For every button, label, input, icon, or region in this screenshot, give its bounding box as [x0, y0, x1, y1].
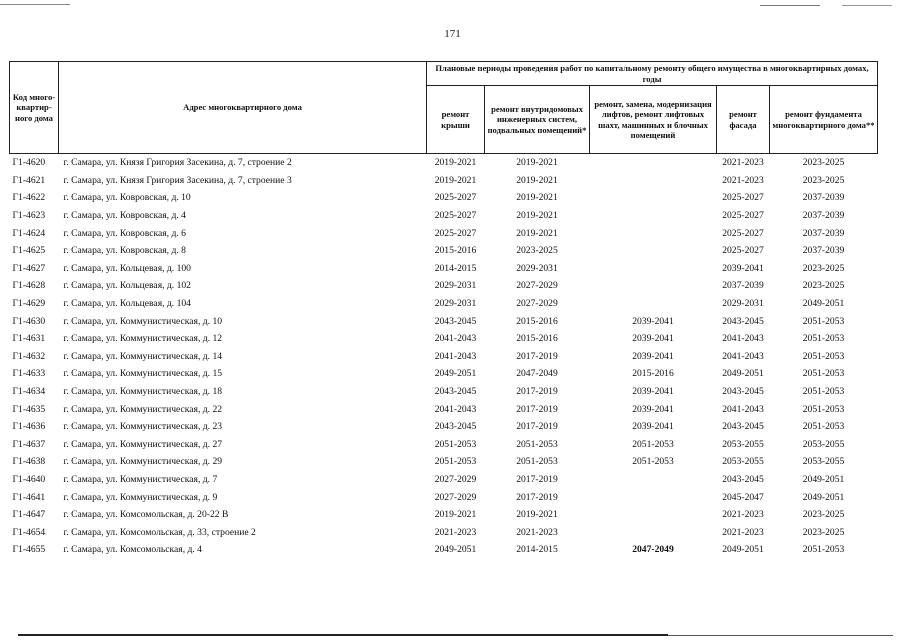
table-row [10, 330, 878, 348]
table-row [10, 348, 878, 366]
cell-roof: 2029-2031 [434, 280, 477, 292]
cell-roof: 2051-2053 [434, 456, 477, 468]
cell-lifts: 2039-2041 [632, 350, 674, 362]
cell-code: Г1-4636 [12, 421, 46, 433]
cell-facade: 2025-2027 [722, 227, 764, 239]
cell-address: г. Самара, ул. Коммунистическая, д. 29 [63, 456, 223, 468]
cell-roof: 2043-2045 [434, 386, 477, 398]
cell-roof: 2015-2016 [434, 245, 477, 257]
cell-facade: 2025-2027 [722, 192, 764, 204]
cell-foundation: 2023-2025 [770, 154, 878, 172]
cell-address: г. Самара, ул. Комсомольская, д. 20-22 В [63, 509, 229, 521]
cell-code: Г1-4654 [12, 526, 46, 538]
cell-foundation: 2051-2053 [802, 333, 845, 345]
cell-facade: 2025-2027 [722, 245, 764, 257]
cell-code: Г1-4624 [12, 227, 46, 239]
cell-facade: 2043-2045 [722, 421, 764, 433]
cell-facade: 2049-2051 [722, 544, 764, 556]
capital-repair-table [9, 61, 878, 559]
cell-address: г. Самара, ул. Коммунистическая, д. 15 [63, 368, 223, 380]
cell-address: г. Самара, ул. Кольцевая, д. 104 [63, 298, 191, 310]
cell-address: г. Самара, ул. Комсомольская, д. 33, строение 2 [63, 526, 256, 538]
cell-code: Г1-4623 [12, 210, 46, 222]
cell-systems: 2023-2025 [516, 245, 558, 257]
cell-systems: 2019-2021 [516, 192, 558, 204]
cell-roof: 2041-2043 [434, 333, 477, 345]
cell-address: г. Самара, ул. Князя Григория Засекина, д. 7, строение 2 [59, 154, 427, 172]
cell-foundation: 2049-2051 [802, 473, 845, 485]
table-row [10, 506, 878, 524]
cell-address: г. Самара, ул. Коммунистическая, д. 12 [63, 333, 223, 345]
cell-roof: 2029-2031 [434, 298, 477, 310]
cell-facade: 2043-2045 [722, 315, 764, 327]
table-row [10, 383, 878, 401]
cell-roof: 2041-2043 [434, 403, 477, 415]
cell-foundation: 2051-2053 [802, 350, 845, 362]
cell-code: Г1-4655 [12, 544, 46, 556]
cell-lifts [590, 224, 717, 242]
cell-code: Г1-4637 [12, 438, 46, 450]
cell-foundation: 2023-2025 [802, 526, 845, 538]
cell-foundation: 2053-2055 [802, 456, 845, 468]
cell-address: г. Самара, ул. Князя Григория Засекина, д. 7, строение 3 [63, 174, 292, 186]
cell-lifts: 2039-2041 [632, 333, 674, 345]
header-lifts: ремонт, замена, модернизация лифтов, ремонт лифтовых шахт, машинных и блочных помещений [590, 86, 717, 154]
cell-address: г. Самара, ул. Комсомольская, д. 4 [63, 544, 202, 556]
cell-lifts: 2051-2053 [632, 438, 674, 450]
cell-facade: 2043-2045 [722, 386, 764, 398]
cell-foundation: 2037-2039 [802, 227, 845, 239]
table-row [10, 277, 878, 295]
cell-lifts [590, 471, 717, 489]
cell-systems: 2019-2021 [516, 227, 558, 239]
scan-artifact-top [0, 4, 905, 7]
cell-lifts: 2039-2041 [632, 315, 674, 327]
cell-facade: 2043-2045 [722, 473, 764, 485]
cell-systems: 2017-2019 [516, 350, 558, 362]
cell-lifts [590, 295, 717, 313]
cell-code: Г1-4621 [12, 174, 46, 186]
cell-foundation: 2049-2051 [802, 491, 845, 503]
cell-systems: 2051-2053 [516, 456, 558, 468]
cell-roof: 2043-2045 [434, 315, 477, 327]
cell-code: Г1-4641 [12, 491, 46, 503]
cell-foundation: 2023-2025 [802, 509, 845, 521]
cell-systems: 2019-2021 [516, 174, 558, 186]
table-row [10, 189, 878, 207]
table-row [10, 541, 878, 559]
cell-systems: 2027-2029 [516, 298, 558, 310]
cell-address: г. Самара, ул. Коммунистическая, д. 22 [63, 403, 223, 415]
cell-address: г. Самара, ул. Коммунистическая, д. 23 [63, 421, 223, 433]
cell-facade: 2041-2043 [722, 403, 764, 415]
cell-foundation: 2051-2053 [802, 403, 845, 415]
cell-facade: 2041-2043 [722, 350, 764, 362]
cell-lifts [590, 189, 717, 207]
cell-address: г. Самара, ул. Коммунистическая, д. 14 [63, 350, 223, 362]
cell-foundation: 2037-2039 [802, 192, 845, 204]
cell-lifts [590, 277, 717, 295]
cell-lifts [590, 523, 717, 541]
cell-roof: 2021-2023 [434, 526, 477, 538]
cell-foundation: 2051-2053 [802, 315, 845, 327]
cell-code: Г1-4622 [12, 192, 46, 204]
cell-address: г. Самара, ул. Кольцевая, д. 102 [63, 280, 191, 292]
cell-lifts: 2051-2053 [632, 456, 674, 468]
cell-lifts [590, 154, 717, 172]
cell-systems: 2051-2053 [516, 438, 558, 450]
table-row [10, 471, 878, 489]
page-number: 171 [444, 28, 461, 40]
cell-lifts [590, 207, 717, 225]
cell-roof: 2019-2021 [434, 509, 477, 521]
cell-address: г. Самара, ул. Кольцевая, д. 100 [63, 262, 191, 274]
cell-lifts: 2015-2016 [632, 368, 674, 380]
cell-facade: 2025-2027 [722, 210, 764, 222]
table-row [10, 172, 878, 190]
cell-lifts: 2039-2041 [632, 403, 674, 415]
cell-lifts [590, 242, 717, 260]
cell-facade: 2039-2041 [722, 262, 764, 274]
table-row [10, 365, 878, 383]
cell-foundation: 2023-2025 [802, 280, 845, 292]
table-row [10, 453, 878, 471]
cell-lifts [590, 506, 717, 524]
cell-lifts [590, 488, 717, 506]
table-row [10, 312, 878, 330]
cell-address: г. Самара, ул. Коммунистическая, д. 10 [63, 315, 223, 327]
cell-roof: 2014-2015 [434, 262, 477, 274]
cell-foundation: 2037-2039 [802, 210, 845, 222]
cell-code: Г1-4635 [12, 403, 46, 415]
cell-lifts: 2039-2041 [632, 421, 674, 433]
cell-systems: 2017-2019 [516, 473, 558, 485]
cell-address: г. Самара, ул. Коммунистическая, д. 7 [63, 473, 218, 485]
table-row [10, 400, 878, 418]
cell-facade: 2053-2055 [722, 438, 764, 450]
cell-code: Г1-4625 [12, 245, 46, 257]
cell-code: Г1-4632 [12, 350, 46, 362]
cell-systems: 2015-2016 [516, 333, 558, 345]
cell-roof: 2025-2027 [434, 210, 477, 222]
cell-foundation: 2051-2053 [802, 421, 845, 433]
cell-foundation: 2023-2025 [802, 174, 845, 186]
cell-code: Г1-4640 [12, 473, 46, 485]
header-roof: ремонт крыши [427, 86, 485, 154]
cell-roof: 2019-2021 [427, 154, 485, 172]
table-row [10, 295, 878, 313]
header-facade: ремонт фасада [717, 86, 770, 154]
cell-roof: 2027-2029 [434, 473, 477, 485]
cell-foundation: 2023-2025 [802, 262, 845, 274]
cell-systems: 2017-2019 [516, 386, 558, 398]
cell-roof: 2051-2053 [434, 438, 477, 450]
cell-foundation: 2051-2053 [802, 386, 845, 398]
cell-roof: 2025-2027 [434, 192, 477, 204]
cell-roof: 2025-2027 [434, 227, 477, 239]
cell-address: г. Самара, ул. Ковровская, д. 6 [63, 227, 186, 239]
cell-lifts: 2039-2041 [632, 386, 674, 398]
cell-facade: 2045-2047 [722, 491, 764, 503]
cell-facade: 2021-2023 [722, 526, 764, 538]
cell-address: г. Самара, ул. Коммунистическая, д. 18 [63, 386, 223, 398]
cell-code: Г1-4629 [12, 298, 46, 310]
cell-address: г. Самара, ул. Ковровская, д. 4 [63, 210, 186, 222]
cell-foundation: 2053-2055 [802, 438, 845, 450]
table-row [10, 523, 878, 541]
cell-systems: 2047-2049 [516, 368, 558, 380]
cell-foundation: 2051-2053 [802, 544, 845, 556]
cell-facade: 2021-2023 [717, 154, 770, 172]
cell-roof: 2019-2021 [434, 174, 477, 186]
cell-systems: 2017-2019 [516, 421, 558, 433]
table-row [10, 436, 878, 454]
header-periods-group: Плановые периоды проведения работ по капитальному ремонту общего имущества в многоквартирных домах, годы [427, 62, 878, 86]
cell-code: Г1-4634 [12, 386, 46, 398]
cell-systems: 2014-2015 [516, 544, 558, 556]
cell-roof: 2041-2043 [434, 350, 477, 362]
cell-lifts [590, 260, 717, 278]
cell-facade: 2029-2031 [722, 298, 764, 310]
cell-code: Г1-4627 [12, 262, 46, 274]
cell-lifts: 2047-2049 [632, 544, 674, 556]
cell-facade: 2021-2023 [722, 509, 764, 521]
cell-facade: 2041-2043 [722, 333, 764, 345]
cell-code: Г1-4628 [12, 280, 46, 292]
table-row [10, 418, 878, 436]
cell-foundation: 2037-2039 [802, 245, 845, 257]
cell-facade: 2049-2051 [722, 368, 764, 380]
cell-systems: 2021-2023 [516, 526, 558, 538]
cell-facade: 2053-2055 [722, 456, 764, 468]
cell-facade: 2037-2039 [722, 280, 764, 292]
cell-address: г. Самара, ул. Коммунистическая, д. 27 [63, 438, 223, 450]
table-row [10, 260, 878, 278]
table-body [10, 154, 878, 559]
header-foundation: ремонт фундамента многоквартирного дома** [770, 86, 878, 154]
table-row [10, 488, 878, 506]
table-row [10, 224, 878, 242]
cell-facade: 2021-2023 [722, 174, 764, 186]
cell-roof: 2049-2051 [434, 368, 477, 380]
cell-systems: 2017-2019 [516, 491, 558, 503]
cell-code: Г1-4631 [12, 333, 46, 345]
cell-code: Г1-4630 [12, 315, 46, 327]
cell-systems: 2019-2021 [516, 210, 558, 222]
table-row [10, 242, 878, 260]
cell-roof: 2027-2029 [434, 491, 477, 503]
cell-code: Г1-4638 [12, 456, 46, 468]
header-systems: ремонт внутридомовых инженерных систем, подвальных помещений* [485, 86, 590, 154]
cell-systems: 2019-2021 [516, 509, 558, 521]
cell-systems: 2029-2031 [516, 262, 558, 274]
table-row [10, 154, 878, 172]
cell-code: Г1-4620 [10, 154, 59, 172]
header-code: Код много-квартир-ного дома [10, 62, 59, 154]
cell-systems: 2019-2021 [485, 154, 590, 172]
cell-foundation: 2049-2051 [802, 298, 845, 310]
cell-address: г. Самара, ул. Ковровская, д. 10 [63, 192, 191, 204]
cell-roof: 2043-2045 [434, 421, 477, 433]
table-row [10, 207, 878, 225]
cell-systems: 2017-2019 [516, 403, 558, 415]
cell-address: г. Самара, ул. Коммунистическая, д. 9 [63, 491, 218, 503]
cell-systems: 2027-2029 [516, 280, 558, 292]
header-address: Адрес многоквартирного дома [59, 62, 427, 154]
cell-address: г. Самара, ул. Ковровская, д. 8 [63, 245, 186, 257]
scan-artifact-bottom [0, 634, 905, 638]
cell-foundation: 2051-2053 [802, 368, 845, 380]
cell-systems: 2015-2016 [516, 315, 558, 327]
cell-code: Г1-4647 [12, 509, 46, 521]
cell-code: Г1-4633 [12, 368, 46, 380]
cell-lifts [590, 172, 717, 190]
cell-roof: 2049-2051 [434, 544, 477, 556]
